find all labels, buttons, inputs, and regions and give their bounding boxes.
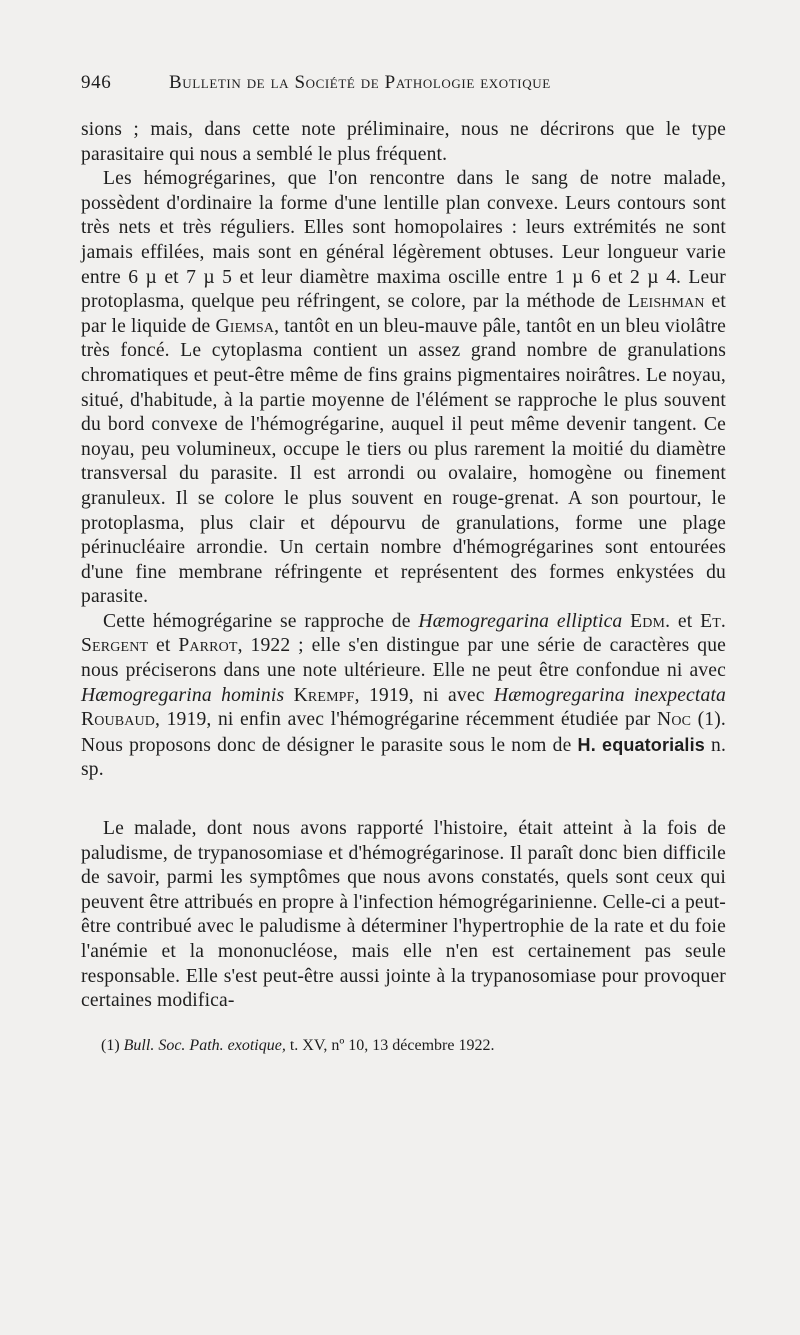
footnote <box>81 1036 726 1056</box>
author-giemsa: Giemsa <box>215 315 275 337</box>
page-number: 946 <box>81 72 112 93</box>
paragraph-text: , 1922 ; elle s'en distingue par une série de caractères que nous préciserons dans une note ultérieure. Elle ne peut être confondue ni avec <box>81 635 726 682</box>
paragraph-text: Les hémogrégarines, que l'on rencontre dans le sang de notre malade, possèdent d'ordinaire la forme d'une lentille plan convexe. Leurs contours sont très nets et très réguliers. Elles sont homopolaires : leurs extrémités ne sont jamais effilées, mais sont en général légèrement obtuses. Leur longueur varie entre 6 µ et 7 µ 5 et leur diamètre maxima oscille entre 1 µ 6 et 2 µ 4. Leur protoplasma, quelque peu réfringent, se colore, par la méthode de <box>81 168 726 313</box>
conjunction: et <box>677 610 693 632</box>
author-noc: Noc <box>657 709 692 731</box>
species-name: Hæmogregarina inexpectata <box>493 684 726 706</box>
journal-title: Bulletin de la Société de Pathologie exotique <box>169 72 551 93</box>
footnote-journal: Bull. Soc. Path. exotique, <box>123 1036 286 1054</box>
journal-page <box>81 72 726 1056</box>
species-name: Hæmogregarina hominis <box>81 684 285 706</box>
paragraph-comparison <box>81 610 726 783</box>
paragraph-clinical <box>81 817 726 1014</box>
author-edmond: Edm. <box>630 610 671 632</box>
paragraph-text: Le malade, dont nous avons rapporté l'histoire, était atteint à la fois de paludisme, de trypanosomiase et d'hémogrégarinose. Il paraît donc bien difficile de savoir, parmi les symptômes que nous avons constatés, quels sont ceux qui peuvent être attribués en propre à l'infection hémogrégarinienne. Celle-ci a peut-être contribué avec le paludisme à déterminer l'hypertrophie de la rate et du foie l'anémie et la mononucléose, mais elle n'en est certainement pas seule responsable. Elle s'est peut-être aussi jointe à la trypanosomiase pour provoquer certaines modifica- <box>81 818 726 1012</box>
footnote-marker: (1) <box>101 1036 120 1054</box>
author-leishman: Leishman <box>627 291 705 313</box>
footnote-reference: t. XV, nº 10, 13 décembre 1922. <box>289 1036 495 1054</box>
new-species-name: H. equatorialis <box>577 734 705 755</box>
paragraph-text: Cette hémogrégarine se rapproche de <box>103 610 411 632</box>
author-roubaud: Roubaud <box>81 709 156 731</box>
author-sergent: Et. Sergent <box>81 610 726 657</box>
author-krempf: Krempf <box>293 684 355 706</box>
paragraph-text: n. sp. <box>81 734 726 781</box>
paragraph-text: et par le liquide de <box>81 291 726 337</box>
author-parrot: Parrot <box>178 635 238 657</box>
article-body <box>81 118 726 1014</box>
paragraph-text: , tantôt en un bleu-mauve pâle, tantôt en un bleu violâtre très foncé. Le cytoplasma contient un assez grand nombre de granulations chromatiques et peut-être même de fins grains pigmentaires noirâtres. Le noyau, situé, d'habitude, à la partie moyenne de l'élément se rapproche le plus souvent du bord convexe de l'hémogrégarine, auquel il peut même devenir tangent. Ce noyau, peu volumineux, occupe le tiers ou plus rarement la moitié du diamètre transversal du parasite. Il est arrondi ou ovalaire, homogène ou finement granuleux. Il se colore le plus souvent en rouge-grenat. A son pourtour, le protoplasma, plus clair et dépourvu de granulations, forme une plage périnucléaire arrondie. Un certain nombre d'hémogrégarines sont entourées d'une fine membrane réfringente et représentent des formes enkystées du parasite. <box>81 315 726 608</box>
paragraph-text: (1). Nous proposons donc de désigner le parasite sous le nom de <box>81 709 726 756</box>
paragraph-continuation <box>81 118 726 167</box>
paragraph-text: sions ; mais, dans cette note préliminaire, nous ne décrirons que le type parasitaire qui nous a semblé le plus fréquent. <box>81 119 726 165</box>
section-gap <box>81 783 726 817</box>
conjunction: et <box>156 635 171 657</box>
running-head <box>81 72 726 106</box>
species-name: Hæmogregarina elliptica <box>418 610 623 632</box>
paragraph-description <box>81 167 726 610</box>
paragraph-text: , 1919, ni enfin avec l'hémogrégarine récemment étudiée par <box>155 709 651 731</box>
paragraph-text: , 1919, ni avec <box>354 684 485 706</box>
